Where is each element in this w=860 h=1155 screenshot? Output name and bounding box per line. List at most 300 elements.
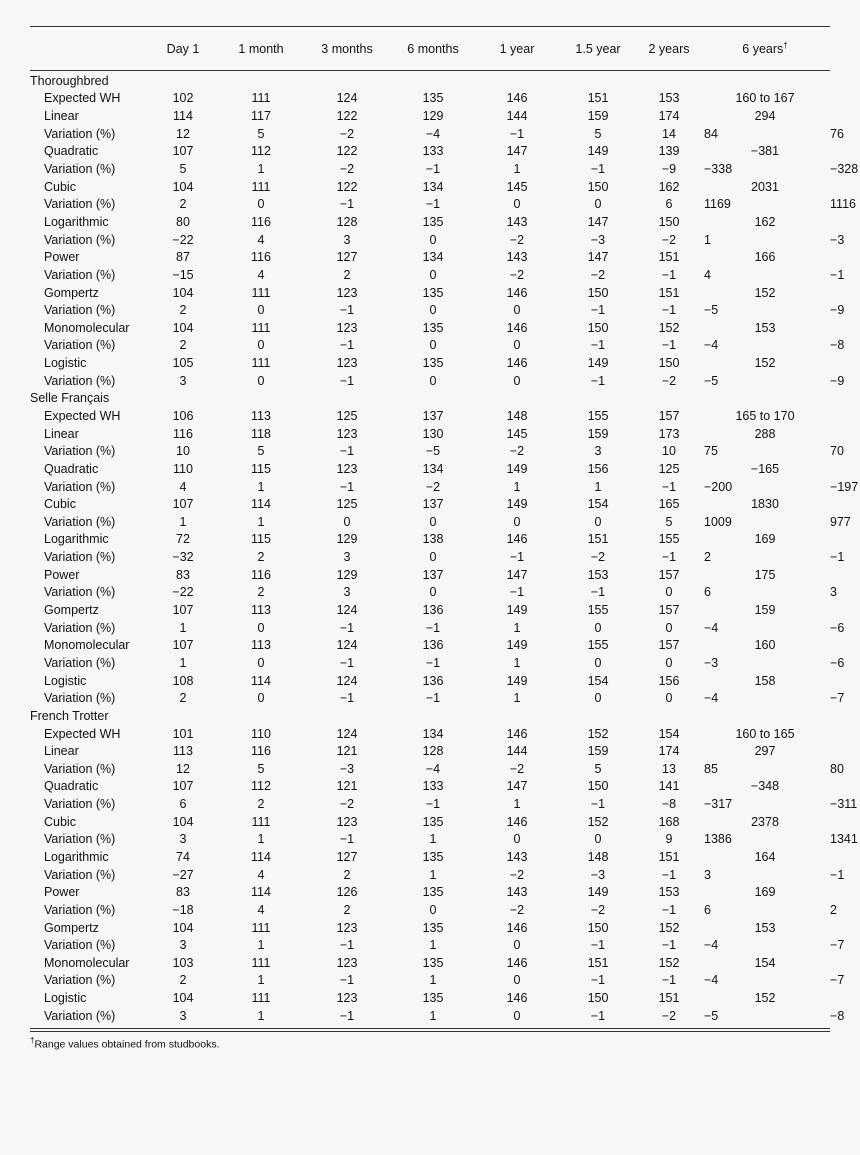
value-cell: 112 — [251, 779, 271, 794]
value-cell: 0 — [513, 514, 521, 529]
section-row — [30, 72, 830, 90]
row-label: Quadratic — [44, 461, 99, 476]
value-cell: 107 — [172, 779, 194, 794]
value-cell-6-years: −165 — [750, 461, 780, 476]
value-cell: 0 — [513, 938, 521, 953]
value-cell: 136 — [422, 673, 444, 688]
value-cell: −1 — [425, 797, 441, 812]
value-cell: 135 — [422, 814, 444, 829]
value-cell: 111 — [251, 991, 271, 1006]
value-cell: 147 — [587, 214, 609, 229]
value-cell: 159 — [587, 109, 609, 124]
value-cell: 0 — [343, 514, 351, 529]
value-cell: −27 — [172, 867, 194, 882]
value-cell: 123 — [336, 285, 358, 300]
value-cell: 123 — [336, 356, 358, 371]
value-cell: 107 — [172, 144, 194, 159]
value-cell: −1 — [661, 479, 677, 494]
row-label: Gompertz — [44, 920, 99, 935]
value-cell: 5 — [179, 162, 187, 177]
value-cell: 148 — [587, 850, 609, 864]
value-cell-6-years: 160 to 167 — [735, 91, 795, 106]
value-cell: −3 — [590, 232, 606, 247]
value-cell: 0 — [513, 373, 521, 388]
table-row — [30, 601, 830, 619]
value-cell: 134 — [422, 461, 444, 476]
value-cell: 145 — [506, 179, 528, 194]
table-row: Variation (%) 1 1 0 0 0 0 5 1009 977 — [30, 513, 830, 531]
value-cell: −2 — [661, 232, 677, 247]
value-cell-6-years: 158 — [754, 673, 776, 688]
value-cell: 0 — [594, 620, 602, 635]
value-cell: −2 — [509, 761, 525, 776]
value-cell: 113 — [173, 744, 193, 759]
value-cell: 106 — [172, 408, 194, 423]
table-row: Variation (%) −22 2 3 0 −1 −1 0 6 3 — [30, 584, 830, 602]
row-label: Logarithmic — [44, 850, 109, 864]
value-cell: 5 — [257, 444, 265, 459]
value-cell-6-years-low: −4 — [704, 938, 719, 953]
value-cell: −1 — [590, 373, 606, 388]
value-cell: 134 — [422, 726, 444, 741]
value-cell: 0 — [665, 691, 673, 706]
value-cell: 122 — [336, 109, 358, 124]
value-cell: −1 — [425, 620, 441, 635]
value-cell: 135 — [422, 955, 444, 970]
value-cell: 128 — [422, 744, 444, 759]
value-cell-6-years: 166 — [754, 250, 776, 265]
value-cell: 157 — [658, 567, 680, 582]
value-cell: 107 — [172, 638, 194, 653]
value-cell-6-years-low: −338 — [704, 162, 733, 177]
value-cell: 1 — [513, 655, 521, 670]
value-cell: 150 — [658, 356, 680, 371]
value-cell: 155 — [587, 603, 609, 618]
section-label: French Trotter — [30, 708, 109, 723]
value-cell: 0 — [513, 973, 521, 988]
value-cell: −9 — [661, 162, 677, 177]
value-cell: −2 — [339, 162, 355, 177]
table-row — [30, 919, 830, 937]
row-label: Variation (%) — [44, 267, 116, 282]
value-cell: 143 — [506, 885, 528, 900]
value-cell: 113 — [251, 408, 271, 423]
value-cell: 111 — [251, 955, 271, 970]
value-cell: 124 — [336, 726, 358, 741]
value-cell: 159 — [587, 744, 609, 759]
value-cell-6-years-low: 1386 — [704, 832, 732, 847]
value-cell: 1 — [513, 162, 521, 177]
value-cell: −2 — [661, 1008, 677, 1023]
table-row — [30, 460, 830, 478]
value-cell: −8 — [661, 797, 677, 812]
value-cell: 83 — [176, 885, 190, 900]
value-cell: 0 — [257, 655, 265, 670]
table-row — [30, 989, 830, 1007]
value-cell: −18 — [172, 902, 194, 917]
value-cell: 1 — [513, 479, 521, 494]
value-cell: 134 — [422, 250, 444, 265]
value-cell: 4 — [257, 267, 265, 282]
value-cell: 127 — [336, 850, 358, 864]
value-cell: 116 — [251, 744, 271, 759]
value-cell: −1 — [425, 162, 441, 177]
value-cell: 150 — [587, 320, 609, 335]
value-cell: 129 — [336, 532, 358, 547]
value-cell: −1 — [590, 338, 606, 353]
value-cell: 149 — [506, 673, 528, 688]
table-row: Variation (%) −22 4 3 0 −2 −3 −2 1 −3 — [30, 231, 830, 249]
value-cell: −1 — [339, 973, 355, 988]
table-row: Variation (%) −32 2 3 0 −1 −2 −1 2 −1 — [30, 548, 830, 566]
value-cell: 151 — [587, 91, 609, 106]
value-cell: 143 — [506, 214, 528, 229]
value-cell: 1 — [179, 620, 187, 635]
value-cell: 3 — [343, 585, 351, 600]
row-label: Variation (%) — [44, 938, 116, 953]
value-cell: 0 — [429, 267, 437, 282]
row-label: Linear — [44, 426, 79, 441]
value-cell: 4 — [257, 902, 265, 917]
value-cell: 165 — [658, 497, 680, 512]
value-cell: 0 — [257, 373, 265, 388]
value-cell: 116 — [251, 567, 271, 582]
table-row — [30, 778, 830, 796]
value-cell: −5 — [425, 444, 441, 459]
value-cell: 0 — [665, 620, 673, 635]
dagger-mark: † — [783, 41, 788, 51]
table-row: Variation (%) 6 2 −2 −1 1 −1 −8 −317 −311 — [30, 795, 830, 813]
table-row — [30, 284, 830, 302]
footnote — [30, 1036, 220, 1051]
value-cell: 154 — [658, 726, 680, 741]
header-cell: 1 month — [238, 42, 284, 56]
value-cell: 147 — [587, 250, 609, 265]
value-cell-6-years-low: −200 — [704, 479, 733, 494]
value-cell: −2 — [509, 267, 525, 282]
value-cell: 1 — [594, 479, 602, 494]
value-cell-6-years-low: 4 — [704, 267, 711, 282]
row-label: Quadratic — [44, 779, 99, 794]
value-cell: 1 — [257, 832, 265, 847]
row-label: Linear — [44, 744, 79, 759]
value-cell-6-years: 288 — [754, 426, 776, 441]
table-row: Variation (%) 12 5 −2 −4 −1 5 14 84 76 — [30, 125, 830, 143]
value-cell: 104 — [172, 991, 194, 1006]
value-cell: 168 — [658, 814, 680, 829]
value-cell-6-years-low: 2 — [704, 550, 711, 565]
value-cell: −1 — [590, 303, 606, 318]
value-cell: 156 — [587, 461, 609, 476]
value-cell: 1 — [513, 620, 521, 635]
value-cell: 152 — [658, 955, 680, 970]
value-cell: 146 — [506, 285, 528, 300]
header-blank — [30, 26, 148, 72]
value-cell: 146 — [506, 991, 528, 1006]
row-label: Variation (%) — [44, 197, 116, 212]
value-cell: 146 — [506, 532, 528, 547]
value-cell: 1 — [257, 514, 265, 529]
row-label: Variation (%) — [44, 514, 116, 529]
header-rule — [30, 70, 830, 71]
value-cell: 74 — [176, 850, 190, 864]
value-cell-6-years: 152 — [754, 991, 776, 1006]
value-cell: 114 — [251, 497, 271, 512]
value-cell: 146 — [506, 920, 528, 935]
value-cell: 151 — [587, 955, 609, 970]
row-label: Variation (%) — [44, 620, 116, 635]
value-cell: 135 — [422, 285, 444, 300]
value-cell: −1 — [590, 938, 606, 953]
value-cell: 121 — [336, 744, 358, 759]
value-cell: −1 — [590, 585, 606, 600]
value-cell: 1 — [257, 479, 265, 494]
row-label: Variation (%) — [44, 1008, 116, 1023]
value-cell: −22 — [172, 232, 194, 247]
value-cell: −2 — [509, 444, 525, 459]
value-cell: 174 — [658, 744, 680, 759]
value-cell: 5 — [257, 761, 265, 776]
value-cell-6-years-low: 1169 — [704, 197, 731, 212]
value-cell: −32 — [172, 550, 194, 565]
value-cell: 1 — [179, 514, 187, 529]
value-cell: 111 — [251, 920, 271, 935]
row-label: Variation (%) — [44, 867, 116, 882]
value-cell: 6 — [179, 797, 187, 812]
row-label: Variation (%) — [44, 761, 116, 776]
value-cell: −2 — [509, 902, 525, 917]
value-cell: 162 — [658, 179, 680, 194]
row-label: Variation (%) — [44, 655, 116, 670]
header-row — [30, 26, 830, 72]
value-cell: −1 — [339, 479, 355, 494]
table-row: Variation (%) −15 4 2 0 −2 −2 −1 4 −1 — [30, 266, 830, 284]
value-cell: 0 — [257, 303, 265, 318]
value-cell: 153 — [658, 91, 680, 106]
value-cell: 1 — [513, 797, 521, 812]
row-label: Monomolecular — [44, 320, 130, 335]
value-cell: 2 — [343, 267, 351, 282]
value-cell: −2 — [661, 373, 677, 388]
row-label: Variation (%) — [44, 303, 116, 318]
table-row — [30, 954, 830, 972]
value-cell: 150 — [587, 920, 609, 935]
value-cell-6-years: 153 — [754, 320, 776, 335]
header-cell: 1.5 year — [575, 42, 621, 56]
value-cell-6-years: 297 — [754, 744, 776, 759]
value-cell-6-years-low: −4 — [704, 338, 719, 353]
value-cell: 12 — [176, 126, 190, 141]
value-cell-6-years: 175 — [754, 567, 776, 582]
value-cell: −3 — [339, 761, 355, 776]
value-cell: 149 — [587, 356, 609, 371]
value-cell: 3 — [343, 550, 351, 565]
table-row — [30, 319, 830, 337]
table-bottom-rule-2 — [30, 1031, 830, 1032]
value-cell: −1 — [661, 867, 677, 882]
table-row — [30, 637, 830, 655]
value-cell: 0 — [513, 1008, 521, 1023]
value-cell-6-years: 152 — [754, 356, 776, 371]
table-row — [30, 495, 830, 513]
value-cell: 124 — [336, 673, 358, 688]
value-cell: 107 — [172, 603, 194, 618]
value-cell: 151 — [658, 991, 680, 1006]
value-cell: 174 — [658, 109, 680, 124]
row-label: Cubic — [44, 814, 76, 829]
value-cell-6-years: 2031 — [751, 179, 779, 194]
value-cell: −1 — [339, 373, 355, 388]
table-row — [30, 178, 830, 196]
value-cell-6-years: −381 — [750, 144, 780, 159]
value-cell: 124 — [336, 638, 358, 653]
value-cell: 135 — [422, 356, 444, 371]
value-cell: 143 — [506, 850, 528, 864]
value-cell: 2 — [179, 973, 187, 988]
value-cell: 0 — [513, 338, 521, 353]
value-cell: 157 — [658, 408, 680, 423]
value-cell: 2 — [257, 797, 265, 812]
value-cell: −2 — [509, 232, 525, 247]
value-cell: −1 — [339, 832, 355, 847]
value-cell: 137 — [422, 567, 444, 582]
value-cell: −1 — [425, 197, 441, 212]
table-row: Variation (%) 2 1 −1 1 0 −1 −1 −4 −7 — [30, 972, 830, 990]
value-cell: 10 — [176, 444, 190, 459]
table-row — [30, 107, 830, 125]
row-label: Variation (%) — [44, 338, 116, 353]
value-cell: −1 — [661, 550, 677, 565]
value-cell-6-years: 164 — [754, 850, 776, 864]
table-row: Variation (%) 2 0 −1 0 0 −1 −1 −4 −8 — [30, 337, 830, 355]
value-cell: 0 — [257, 197, 265, 212]
table-row: Variation (%) 1 0 −1 −1 1 0 0 −3 −6 — [30, 654, 830, 672]
value-cell: −2 — [509, 867, 525, 882]
value-cell-6-years: −348 — [750, 779, 780, 794]
value-cell: 3 — [594, 444, 602, 459]
value-cell: 150 — [587, 991, 609, 1006]
value-cell: 4 — [257, 232, 265, 247]
row-label: Linear — [44, 109, 79, 124]
table-row — [30, 143, 830, 161]
value-cell: 1 — [429, 973, 437, 988]
row-label: Variation (%) — [44, 550, 116, 565]
value-cell: 152 — [658, 920, 680, 935]
value-cell: 2 — [343, 867, 351, 882]
value-cell: 80 — [176, 214, 190, 229]
value-cell: 4 — [257, 867, 265, 882]
value-cell: 146 — [506, 91, 528, 106]
value-cell-6-years-low: 75 — [704, 444, 718, 459]
value-cell: 104 — [172, 179, 194, 194]
value-cell: 155 — [587, 638, 609, 653]
row-label: Variation (%) — [44, 479, 116, 494]
value-cell: 104 — [172, 285, 194, 300]
value-cell: 122 — [336, 144, 358, 159]
value-cell: 103 — [172, 955, 194, 970]
value-cell: 1 — [429, 832, 437, 847]
value-cell: 135 — [422, 214, 444, 229]
value-cell: 115 — [251, 532, 271, 547]
table-row — [30, 813, 830, 831]
value-cell-6-years: 1830 — [751, 497, 779, 512]
value-cell: −2 — [590, 267, 606, 282]
value-cell: 2 — [179, 303, 187, 318]
value-cell: 159 — [587, 426, 609, 441]
value-cell-6-years-low: 1009 — [704, 514, 732, 529]
value-cell: 2 — [343, 902, 351, 917]
row-label: Cubic — [44, 497, 76, 512]
value-cell: −1 — [425, 655, 441, 670]
value-cell: 114 — [251, 885, 271, 900]
value-cell: 125 — [658, 461, 680, 476]
value-cell: 144 — [506, 744, 528, 759]
header-cell: 1 year — [499, 42, 535, 56]
value-cell: 123 — [336, 991, 358, 1006]
row-label: Gompertz — [44, 603, 99, 618]
value-cell: 156 — [658, 673, 680, 688]
value-cell: 146 — [506, 955, 528, 970]
value-cell: −1 — [661, 338, 677, 353]
value-cell: 0 — [429, 902, 437, 917]
value-cell: 124 — [336, 91, 358, 106]
row-label: Quadratic — [44, 144, 99, 159]
value-cell: 3 — [343, 232, 351, 247]
value-cell: −15 — [172, 267, 194, 282]
value-cell: 3 — [179, 832, 187, 847]
row-label: Variation (%) — [44, 902, 116, 917]
value-cell: 111 — [251, 814, 271, 829]
value-cell: −2 — [425, 479, 441, 494]
footnote-mark: † — [30, 1036, 35, 1045]
row-label: Cubic — [44, 179, 76, 194]
row-label: Variation (%) — [44, 162, 116, 177]
value-cell: 12 — [176, 761, 190, 776]
value-cell-6-years-low: −5 — [704, 303, 719, 318]
value-cell: 150 — [587, 285, 609, 300]
value-cell: 116 — [173, 426, 193, 441]
table-bottom-rule-1 — [30, 1028, 830, 1029]
value-cell: 146 — [506, 356, 528, 371]
value-cell: −4 — [425, 761, 441, 776]
value-cell: 1 — [429, 938, 437, 953]
value-cell: 123 — [336, 814, 358, 829]
value-cell-6-years: 154 — [754, 955, 776, 970]
value-cell: 143 — [506, 250, 528, 265]
row-label: Variation (%) — [44, 585, 116, 600]
row-label: Power — [44, 885, 80, 900]
value-cell: 5 — [257, 126, 265, 141]
row-label: Variation (%) — [44, 126, 116, 141]
value-cell-6-years: 160 — [754, 638, 776, 653]
value-cell: 121 — [336, 779, 358, 794]
value-cell: −1 — [339, 691, 355, 706]
value-cell-6-years: 169 — [754, 532, 776, 547]
row-label: Monomolecular — [44, 955, 130, 970]
row-label: Gompertz — [44, 285, 99, 300]
value-cell: −2 — [590, 550, 606, 565]
value-cell: 149 — [506, 603, 528, 618]
value-cell: −1 — [590, 162, 606, 177]
value-cell: −2 — [339, 797, 355, 812]
value-cell: 5 — [594, 126, 602, 141]
row-label: Expected WH — [44, 408, 121, 423]
value-cell: 101 — [172, 726, 194, 741]
value-cell: 151 — [587, 532, 609, 547]
value-cell: 135 — [422, 920, 444, 935]
value-cell-6-years-low: 84 — [704, 126, 718, 141]
value-cell: 129 — [336, 567, 358, 582]
